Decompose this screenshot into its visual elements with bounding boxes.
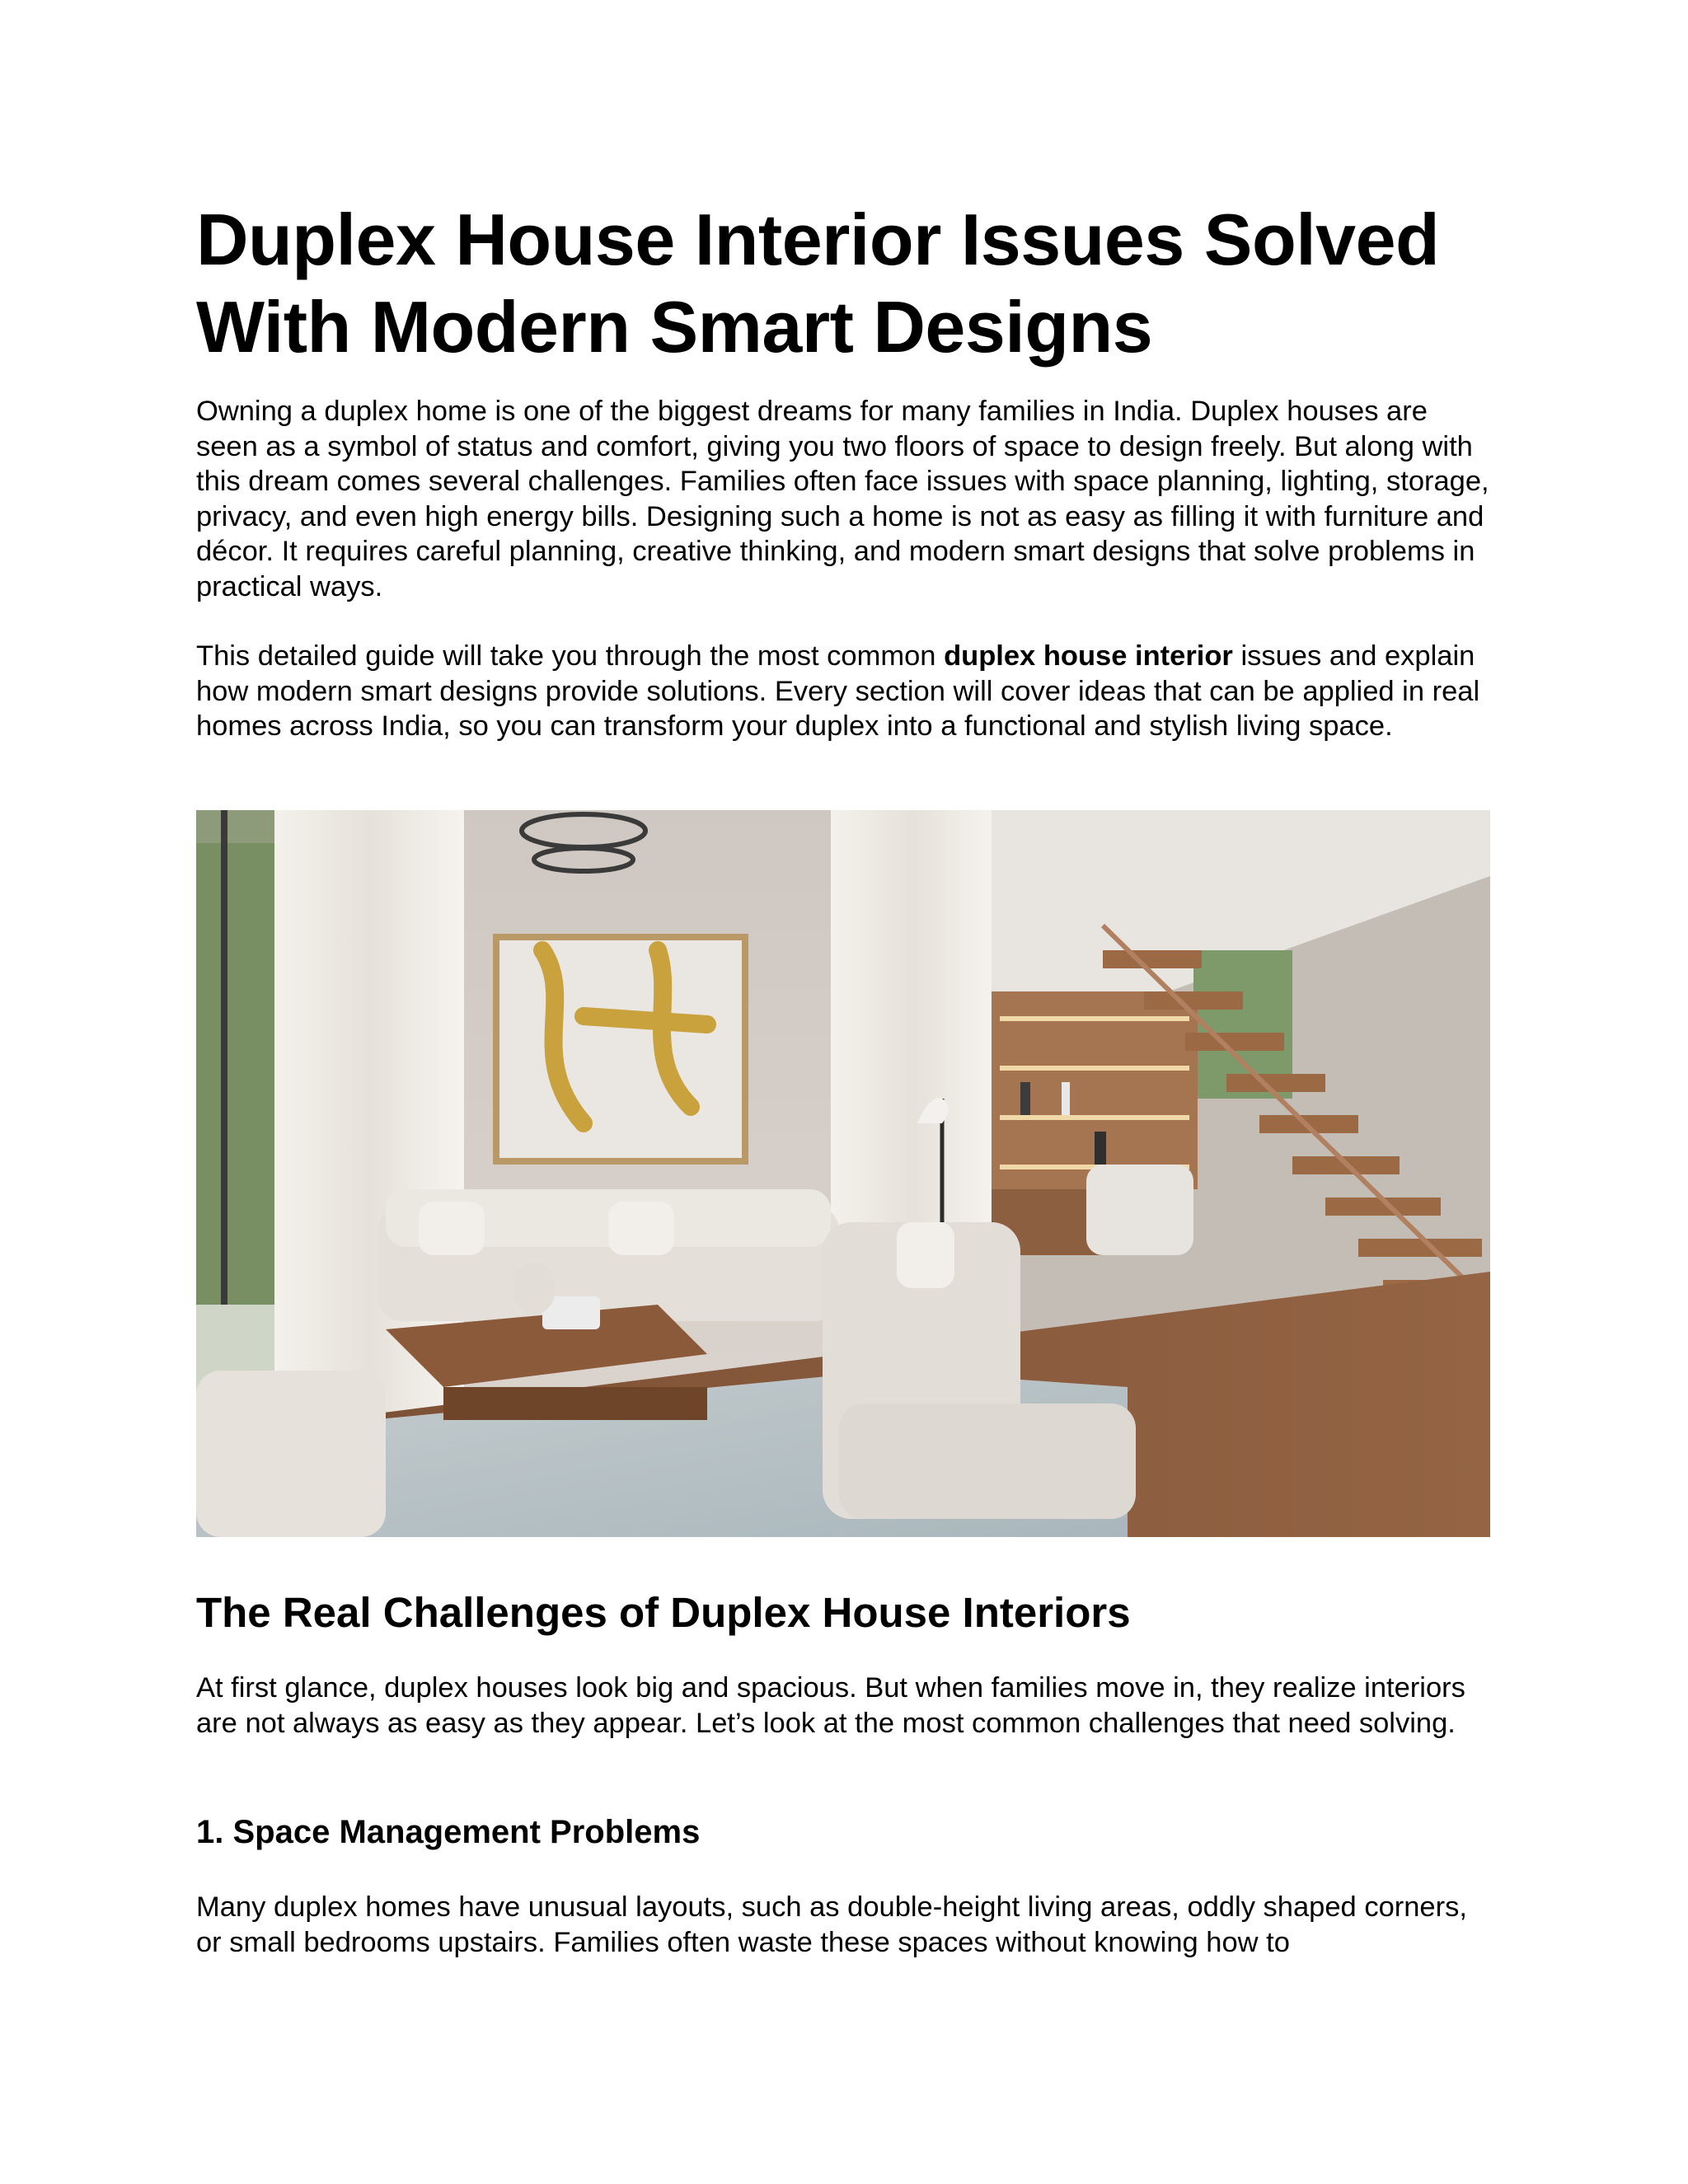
section-paragraph: At first glance, duplex houses look big and spacious. But when families move in, they realize interiors are not always as easy as they appear. Let’s look at the most common challenges that need solving.: [196, 1672, 1465, 1739]
guide-text-after: issues and explain how modern smart designs provide solutions. Every section will cover ideas that can be applied in real homes across India, so you can transform your duplex into a functional and stylish living space.: [196, 640, 1480, 742]
subsection-heading: 1. Space Management Problems: [196, 1814, 701, 1850]
guide-text-before: This detailed guide will take you through the most common: [196, 640, 945, 672]
intro-paragraph: Owning a duplex home is one of the biggest dreams for many families in India. Duplex houses are seen as a symbol of status and comfort, giving you two floors of space to design freely. But along with this dream comes several challenges. Families often face issues with space planning, lighting, storage, privacy, and even high energy bills. Designing such a home is not as easy as filling it with furniture and décor. It requires careful planning, creative thinking, and modern smart designs that solve problems in practical ways.: [196, 396, 1489, 602]
guide-bold-link-text: duplex house interior: [944, 640, 1233, 672]
page-title: Duplex House Interior Issues Solved With Modern Smart Designs: [196, 199, 1440, 368]
living-room-image: [196, 810, 1490, 1537]
subsection-paragraph: Many duplex homes have unusual layouts, such as double-height living areas, oddly shaped corners, or small bedrooms upstairs. Families often waste these spaces without knowing how to: [196, 1891, 1467, 1958]
guide-paragraph: [196, 639, 1492, 744]
section-heading: The Real Challenges of Duplex House Interiors: [196, 1589, 1131, 1636]
